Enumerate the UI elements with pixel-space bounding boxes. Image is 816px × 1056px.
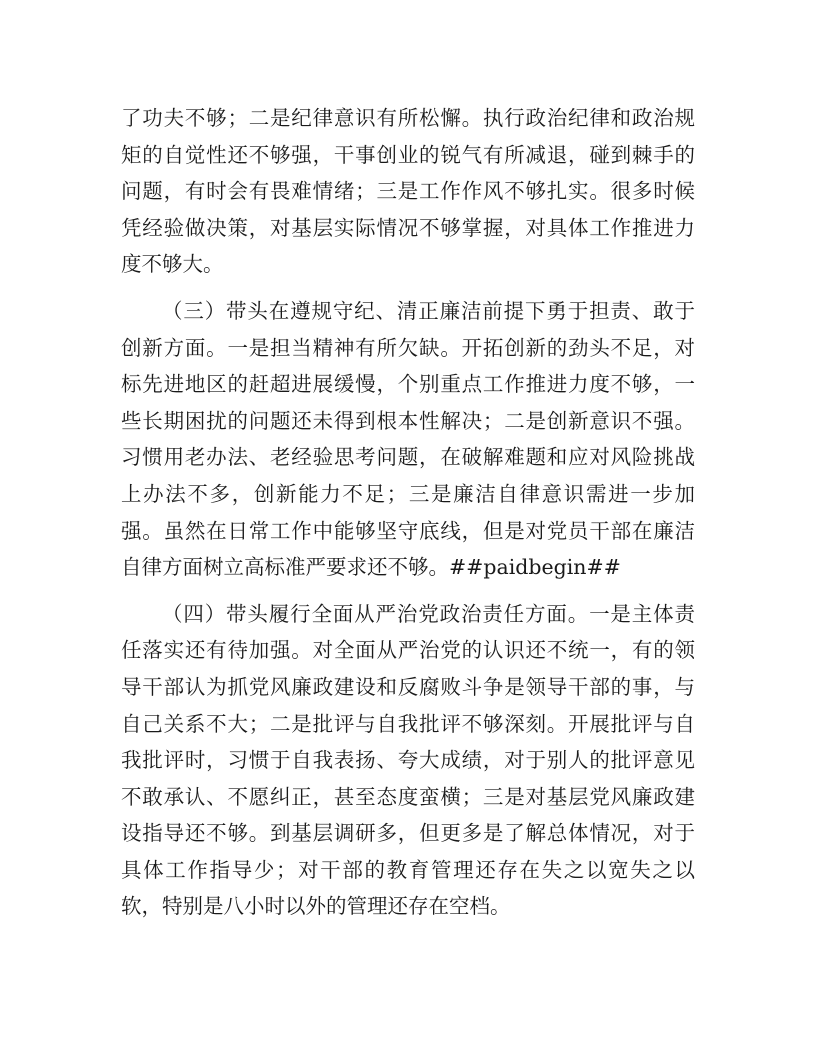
text-line: 我批评时，习惯于自我表扬、夸大成绩，对于别人的批评意见 [121, 748, 695, 773]
paragraph-section-four [121, 596, 695, 925]
text-line: 矩的自觉性还不够强，干事创业的锐气有所减退，碰到棘手的 [121, 142, 695, 167]
paragraph-continuation [121, 100, 695, 283]
text-line: 习惯用老办法、老经验思考问题，在破解难题和应对风险挑战 [121, 445, 695, 470]
text-line: 自己关系不大；二是批评与自我批评不够深刻。开展批评与自 [121, 711, 695, 736]
text-line: 凭经验做决策，对基层实际情况不够掌握，对具体工作推进力 [121, 215, 695, 240]
text-line: 强。虽然在日常工作中能够坚守底线，但是对党员干部在廉洁 [121, 518, 695, 543]
text-line: 任落实还有待加强。对全面从严治党的认识还不统一，有的领 [121, 638, 695, 663]
text-line: 了功夫不够；二是纪律意识有所松懈。执行政治纪律和政治规 [121, 106, 695, 130]
text-line: 软，特别是八小时以外的管理还存在空档。 [121, 894, 511, 919]
text-line: 度不够大。 [121, 252, 224, 277]
text-line: 自律方面树立高标准严要求还不够。##paidbegin## [121, 555, 621, 580]
text-line: 些长期困扰的问题还未得到根本性解决；二是创新意识不强。 [121, 408, 695, 433]
text-line: 具体工作指导少；对干部的教育管理还存在失之以宽失之以 [121, 857, 695, 882]
text-line: 标先进地区的赶超进展缓慢，个别重点工作推进力度不够，一 [121, 372, 695, 397]
text-line: 上办法不多，创新能力不足；三是廉洁自律意识需进一步加 [121, 481, 695, 506]
paragraph-section-three [121, 293, 695, 586]
text-line: 不敢承认、不愿纠正，甚至态度蛮横；三是对基层党风廉政建 [121, 784, 695, 809]
text-line: （四）带头履行全面从严治党政治责任方面。一是主体责 [162, 601, 695, 626]
text-line: 创新方面。一是担当精神有所欠缺。开拓创新的劲头不足，对 [121, 335, 695, 360]
text-line: （三）带头在遵规守纪、清正廉洁前提下勇于担责、敢于 [162, 298, 695, 323]
text-line: 设指导还不够。到基层调研多，但更多是了解总体情况，对于 [121, 821, 695, 846]
text-line: 问题，有时会有畏难情绪；三是工作作风不够扎实。很多时候 [121, 179, 695, 204]
paragraph-spacer [121, 283, 695, 293]
text-line: 导干部认为抓党风廉政建设和反腐败斗争是领导干部的事，与 [121, 674, 695, 699]
paragraph-spacer [121, 586, 695, 596]
document-body [121, 100, 695, 925]
